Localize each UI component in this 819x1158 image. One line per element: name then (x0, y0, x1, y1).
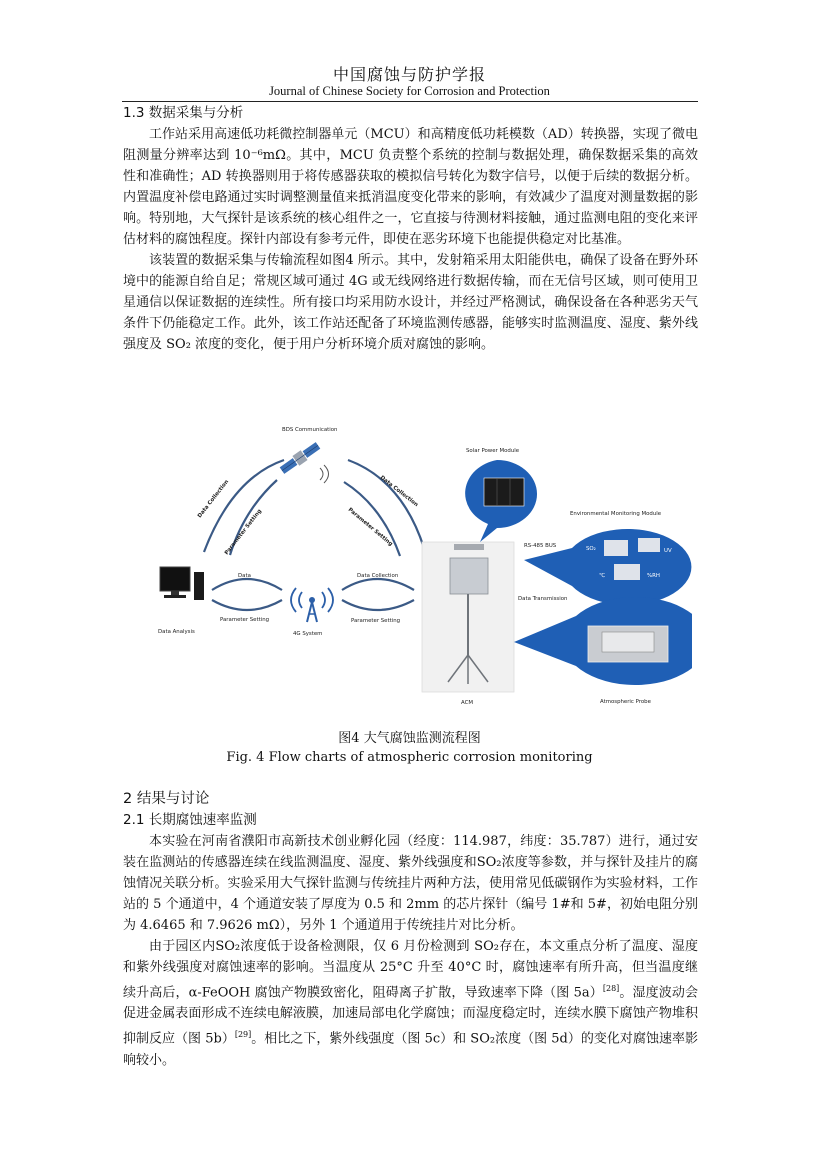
label-4g-system: 4G System (293, 631, 323, 637)
uv-sensor-icon (638, 538, 660, 552)
label-temp: ℃ (599, 573, 606, 579)
paragraph-part: 由于园区内SO₂浓度低于设备检测限，仅 6 月份检测到 SO₂存在，本文重点分析了温度、湿度和紫外线强度对腐蚀速率的影响。当温度从 25°C 升至 40°C 时，腐蚀速率有所升高，但当温度继续升高后，α-FeOOH 腐蚀产物膜致密化，阻碍离子扩散，导致速率下降（图 5a） (123, 939, 698, 1001)
section-heading: 1.3 数据采集与分析 (123, 105, 244, 121)
arrow-data-collection-mid (342, 579, 414, 590)
label-probe: Atmospheric Probe (600, 699, 651, 705)
section-heading: 2 结果与讨论 (123, 791, 210, 807)
header-rule (122, 101, 698, 102)
paragraph: 工作站采用高速低功耗微控制器单元（MCU）和高精度低功耗模数（AD）转换器，实现了微电阻测量分辨率达到 10⁻⁶mΩ。其中，MCU 负责整个系统的控制与数据处理，确保数据采集的高效性和准确性；AD 转换器则用于将传感器获取的模拟信号转化为数字信号，以便于后续的数据分析。内置温度补偿电路通过实时调整测量值来抵消温度变化带来的影响，有效减少了温度对测量数据的影响。特别地，大气探针是该系统的核心组件之一，它直接与待测材料接触，通过监测电阻的变化来评估材料的腐蚀程度。探针内部设有参考元件，即使在恶劣环境下也能提供稳定对比基准。 (123, 127, 698, 247)
solar-panel-icon (484, 478, 524, 506)
label-parameter-setting-left: Parameter Setting (223, 508, 264, 557)
so2-sensor-icon (604, 540, 628, 556)
section-1-3 (123, 103, 698, 355)
label-param-bottom-left: Parameter Setting (220, 617, 270, 623)
label-data-collection-mid: Data Collection (357, 573, 399, 579)
section-2 (123, 789, 698, 1071)
label-solar: Solar Power Module (466, 448, 520, 454)
label-parameter-setting-right: Parameter Setting (346, 506, 394, 548)
label-data-collection-left: Data Collection (196, 478, 231, 520)
label-rs485: RS-485 BUS (524, 543, 557, 549)
label-acm: ACM (461, 700, 474, 706)
computer-icon (160, 567, 204, 600)
probe-icon (588, 626, 668, 662)
figure-caption-en: Fig. 4 Flow charts of atmospheric corrosion monitoring (226, 750, 593, 765)
citation-29[interactable]: [29] (234, 1030, 252, 1040)
arrow-param-bottom-mid (342, 600, 414, 610)
tower-icon (291, 588, 333, 622)
label-env: Environmental Monitoring Module (570, 511, 662, 517)
citation-28[interactable]: [28] (602, 984, 620, 993)
label-data-transmission: Data Transmission (518, 596, 568, 602)
label-data-analysis: Data Analysis (158, 629, 195, 635)
journal-title-cn: 中国腐蚀与防护学报 (332, 65, 486, 84)
paragraph-part: 。湿度波动会促进金属表面形成不连续电解液膜，加速局部电化学腐蚀；而湿度稳定时，连续水膜下腐蚀产物堆积抑制反应（图 5b） (123, 985, 698, 1047)
label-uv: UV (664, 548, 672, 554)
label-bds: BDS Communication (282, 427, 338, 433)
paragraph: 本实验在河南省濮阳市高新技术创业孵化园（经度：114.987，纬度：35.787）进行，通过安装在监测站的传感器连续在线监测温度、湿度、紫外线强度和SO₂浓度等参数，并与探针及挂片的腐蚀情况关联分析。实验采用大气探针监测与传统挂片两种方法，使用常见低碳钢作为实验材料，工作站的 5 个通道中，4 个通道安装了厚度为 0.5 和 2mm 的芯片探针（编号 1#和 5#，初始电阻分别为 4.6465 和 7.9626 mΩ），另外 1 个通道用于传统挂片对比分析。 (123, 834, 698, 933)
label-data: Data (238, 573, 251, 579)
arrow-param-bottom-left (212, 600, 282, 610)
paragraph-part: 。相比之下，紫外线强度（图 5c）和 SO₂浓度（图 5d）的变化对腐蚀速率影响较小。 (123, 1031, 698, 1068)
journal-title-en: Journal of Chinese Society for Corrosion and Protection (269, 84, 550, 98)
label-so2: SO₂ (586, 546, 596, 552)
temp-sensor-icon (614, 564, 640, 580)
flow-chart-figure (152, 420, 692, 710)
label-data-collection-right: Data Collection (378, 474, 420, 509)
paragraph: 该装置的数据采集与传输流程如图4 所示。其中，发射箱采用太阳能供电，确保了设备在野外环境中的能源自给自足；常规区域可通过 4G 或无线网络进行数据传输，而在无信号区域，则可使用卫星通信以保证数据的连续性。所有接口均采用防水设计，并经过严格测试，确保设备在各种恶劣天气条件下仍能稳定工作。此外，该工作站还配备了环境监测传感器，能够实时监测温度、湿度、紫外线强度及 SO₂ 浓度的变化，便于用户分析环境介质对腐蚀的影响。 (123, 253, 698, 352)
subsection-heading: 2.1 长期腐蚀速率监测 (123, 812, 257, 828)
satellite-icon (279, 440, 322, 475)
label-param-bottom-mid: Parameter Setting (351, 618, 401, 624)
label-rh: %RH (647, 573, 660, 579)
arrow-data-collection-left (204, 460, 284, 552)
paragraph (123, 936, 698, 1071)
arrow-data-top-left (212, 579, 282, 590)
figure-caption-cn: 图4 大气腐蚀监测流程图 (338, 731, 481, 746)
